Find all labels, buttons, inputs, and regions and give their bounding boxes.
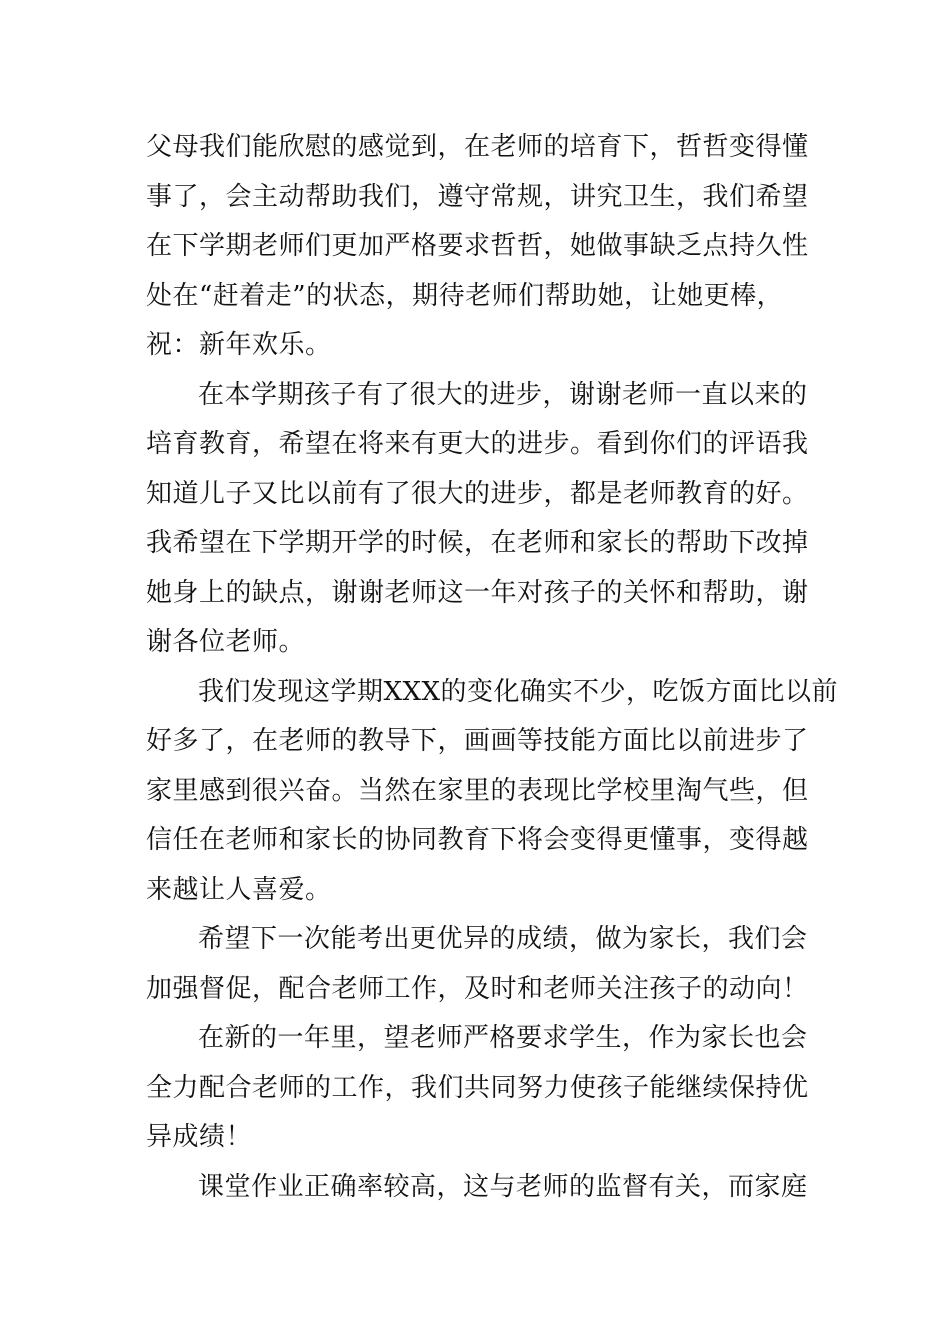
- text-line: 信任在老师和家长的协同教育下将会变得更懂事，变得越: [146, 825, 809, 855]
- text-line: 全力配合老师的工作，我们共同努力使孩子能继续保持优: [146, 1072, 809, 1103]
- text-line: 谢各位老师。: [146, 627, 306, 657]
- text-line: 事了，会主动帮助我们，遵守常规，讲究卫生，我们希望: [146, 181, 809, 212]
- paragraph-first-line: 我们发现这学期XXX的变化确实不少，吃饭方面比以前: [198, 676, 839, 707]
- paragraph-first-line: 在新的一年里，望老师严格要求学生，作为家长也会: [198, 1023, 808, 1053]
- document-body: [146, 123, 839, 1212]
- text-line: 家里感到很兴奋。当然在家里的表现比学校里淘气些，但: [146, 775, 809, 806]
- text-line: 异成绩！: [146, 1122, 253, 1152]
- text-line: 父母我们能欣慰的感觉到，在老师的培育下，哲哲变得懂: [146, 132, 809, 162]
- paragraph-first-line: 课堂作业正确率较高，这与老师的监督有关，而家庭: [198, 1171, 808, 1202]
- text-line: 祝：新年欢乐。: [146, 330, 332, 360]
- text-line: 处在“赶着走”的状态，期待老师们帮助她，让她更棒，: [146, 280, 784, 311]
- text-line: 我希望在下学期开学的时候，在老师和家长的帮助下改掉: [146, 528, 809, 558]
- text-line: 知道儿子又比以前有了很大的进步，都是老师教育的好。: [146, 478, 809, 509]
- text-line: 培育教育，希望在将来有更大的进步。看到你们的评语我: [146, 429, 809, 459]
- text-line: 好多了，在老师的教导下，画画等技能方面比以前进步了: [146, 726, 809, 756]
- paragraph-first-line: 在本学期孩子有了很大的进步，谢谢老师一直以来的: [198, 379, 808, 410]
- text-line: 来越让人喜爱。: [146, 874, 332, 905]
- paragraph-first-line: 希望下一次能考出更优异的成绩，做为家长，我们会: [198, 924, 808, 954]
- text-line: 在下学期老师们更加严格要求哲哲，她做事缺乏点持久性: [146, 231, 809, 261]
- text-line: 加强督促，配合老师工作，及时和老师关注孩子的动向！: [146, 973, 809, 1004]
- text-line: 她身上的缺点，谢谢老师这一年对孩子的关怀和帮助，谢: [146, 577, 809, 608]
